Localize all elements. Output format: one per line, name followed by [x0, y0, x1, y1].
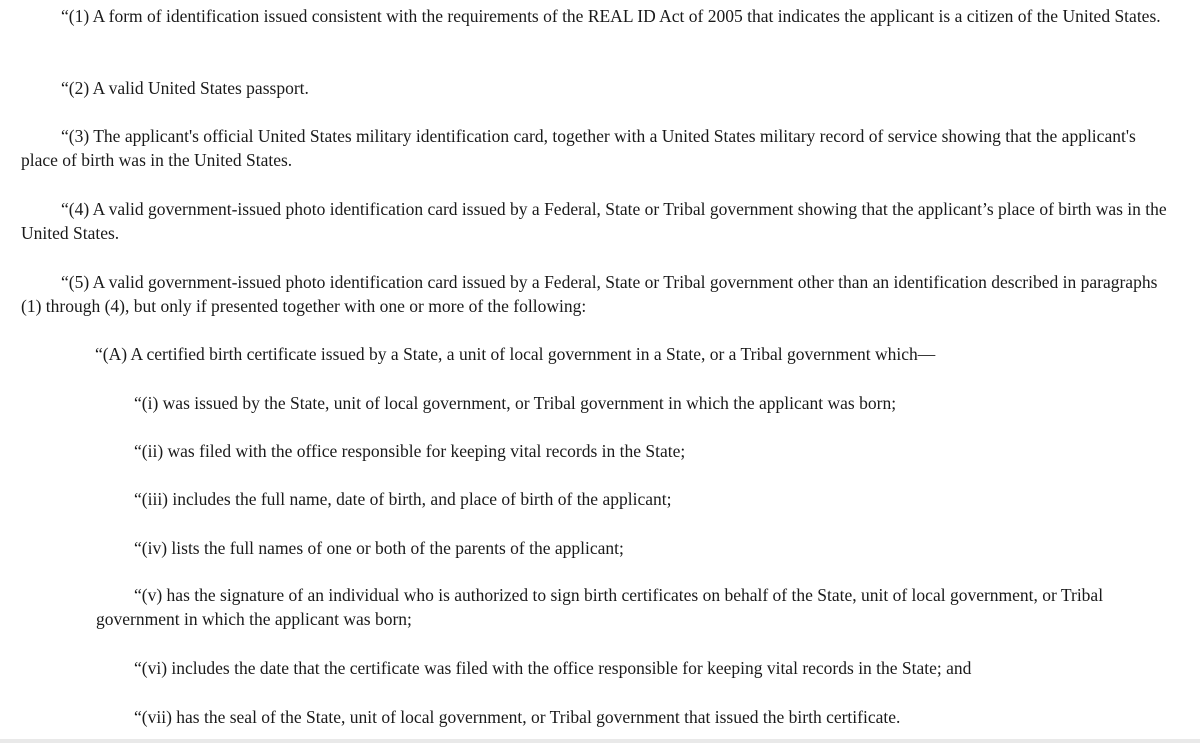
clause-vii: “(vii) has the seal of the State, unit of local government, or Tribal government that issued the birth certificate.: [134, 707, 901, 727]
bottom-divider: [0, 739, 1200, 743]
clause-v: “(v) has the signature of an individual who is authorized to sign birth certificates on behalf of the State, unit of local government, or Tribal government in which the applicant was born;: [96, 585, 1104, 629]
clause-i: “(i) was issued by the State, unit of local government, or Tribal government in which the applicant was born;: [134, 393, 897, 413]
subparagraph-a: “(A) A certified birth certificate issued by a State, a unit of local government in a State, or a Tribal government which—: [95, 344, 936, 364]
paragraph-3: “(3) The applicant's official United States military identification card, together with a United States military record of service showing that the applicant's place of birth was in the United States.: [21, 126, 1136, 170]
clause-iii: “(iii) includes the full name, date of birth, and place of birth of the applicant;: [134, 489, 672, 509]
paragraph-2: “(2) A valid United States passport.: [61, 78, 309, 98]
paragraph-4: “(4) A valid government-issued photo identification card issued by a Federal, State or Tribal government showing that the applicant’s place of birth was in the United States.: [21, 199, 1167, 243]
paragraph-1: “(1) A form of identification issued consistent with the requirements of the REAL ID Act of 2005 that indicates the applicant is a citizen of the United States.: [61, 6, 1161, 26]
clause-iv: “(iv) lists the full names of one or both of the parents of the applicant;: [134, 538, 624, 558]
clause-ii: “(ii) was filed with the office responsible for keeping vital records in the State;: [134, 441, 686, 461]
paragraph-5: “(5) A valid government-issued photo identification card issued by a Federal, State or Tribal government other than an identification described in paragraphs (1) through (4), but only if presented together with one or more of the following:: [21, 272, 1158, 316]
clause-vi: “(vi) includes the date that the certificate was filed with the office responsible for keeping vital records in the State; and: [134, 658, 972, 678]
